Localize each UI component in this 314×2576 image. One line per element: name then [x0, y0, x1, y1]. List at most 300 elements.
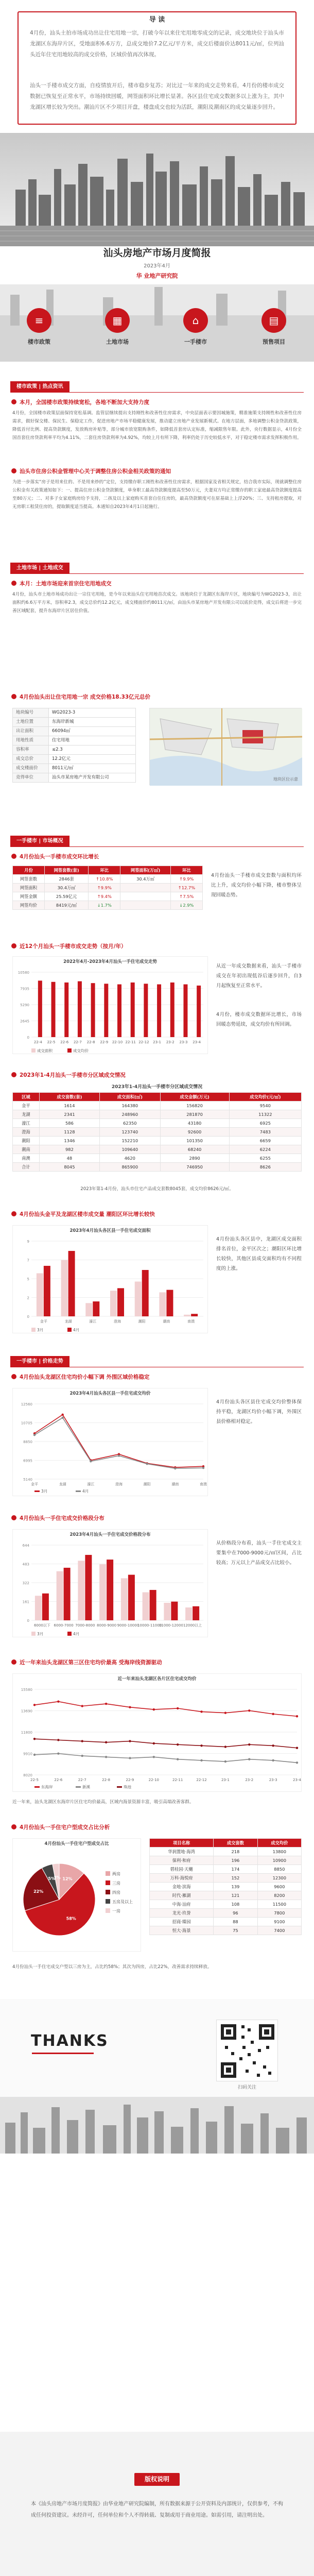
bar	[38, 980, 42, 1037]
price-band-chart	[12, 1529, 208, 1637]
category-presale[interactable]	[235, 284, 313, 362]
section-header-land	[10, 562, 304, 574]
legend-swatch	[67, 1328, 72, 1332]
data-point	[61, 1414, 63, 1416]
section-header-price	[10, 1355, 304, 1367]
table-header: 成交套数(套)	[39, 1093, 99, 1101]
bar	[164, 1603, 170, 1620]
bar	[143, 1592, 149, 1620]
table-key: 成交楼面价	[13, 764, 49, 773]
x-tick-label: 22-8	[86, 1040, 95, 1044]
table-cell: ↑10.8%	[89, 875, 120, 884]
table-cell: ↑9.4%	[89, 892, 120, 901]
y-tick-label: 2	[27, 1296, 29, 1300]
data-point	[129, 1706, 131, 1708]
chart-title: 2023年4月汕头一手住宅成交价格段分布	[69, 1532, 151, 1537]
bar	[61, 1260, 68, 1316]
copyright-heading	[0, 2473, 314, 2486]
table-row	[150, 1856, 302, 1865]
table-cell: 合计	[13, 1163, 40, 1172]
data-point	[200, 1710, 202, 1713]
table-cell: ↑9.9%	[89, 884, 120, 892]
table-cell: 11500	[257, 1900, 301, 1909]
category-land[interactable]	[78, 284, 156, 362]
table-cell: 121	[214, 1891, 257, 1900]
table-cell: 2890	[160, 1154, 229, 1163]
series-line	[34, 1754, 297, 1763]
bar	[131, 982, 135, 1037]
trend-note-1: 从近一年成交数据来看，汕头一手楼市成交在年初出现低谷后逐步回升，自3月起恢复至正常水平。	[216, 963, 302, 989]
slice-label: 3%	[54, 1875, 61, 1880]
table-value: ≤2.3	[49, 745, 136, 755]
district-volume-svg	[13, 1226, 208, 1334]
data-point	[202, 1467, 204, 1469]
table-cell: 中海·汕府	[150, 1900, 214, 1909]
city-skyline-banner	[0, 133, 314, 246]
x-tick-label: 濠江	[89, 1319, 97, 1324]
table-cell: 164380	[100, 1101, 160, 1110]
data-point	[129, 1757, 131, 1759]
x-tick-label: 9000-10000	[117, 1623, 139, 1628]
legend-label: 4月	[73, 1328, 80, 1332]
x-tick-label: 11000-12000	[159, 1623, 183, 1628]
x-tick-label: 23-3	[269, 1778, 277, 1782]
table-cell: 43180	[160, 1119, 229, 1128]
x-tick-label: 潮阳	[143, 1482, 151, 1486]
y-tick-label: 161	[22, 1600, 29, 1604]
table-row	[13, 773, 136, 783]
table-cell: 9600	[257, 1883, 301, 1891]
data-point	[118, 1454, 120, 1456]
x-tick-label: 22-11	[125, 1040, 136, 1044]
bar	[51, 982, 56, 1037]
table-cell: 101350	[160, 1137, 229, 1145]
land-text-1: 4月份，汕头市土地市场成功出让一宗住宅用地，是今年以来汕头住宅用地首次成交。该地块位于龙湖区东海岸片区，地块编号为WG2023-3，出让面积约6.6万平方米，容积率2.3，成交总价约12.2亿元，成交楼面价约8011元/㎡，由汕头市某房地产开发有限公司以底价竞得，成交后将进一步完善区域配套，提升东海岸片区居住价值。	[12, 592, 302, 614]
bar	[191, 1314, 198, 1316]
table-cell: 8200	[257, 1891, 301, 1900]
chart-title: 近一年来汕头龙湖区各片区住宅成交均价	[117, 1676, 197, 1682]
table-value: WG2023-3	[49, 708, 136, 718]
table-cell: 金平	[13, 1101, 40, 1110]
table-key: 竞得单位	[13, 773, 49, 783]
table-cell: 92600	[160, 1128, 229, 1137]
section-tag: 一手楼市 | 市场概况	[10, 836, 69, 847]
data-point	[33, 1434, 36, 1436]
land-detail-title: 4月份汕头出让住宅用地一宗 成交价格18.33亿元总价	[11, 693, 150, 701]
bar	[121, 1578, 128, 1620]
x-tick-label: 6000以下	[33, 1623, 50, 1628]
legend-label: 三房	[112, 1881, 120, 1886]
legend-label: 五房及以上	[112, 1900, 133, 1904]
table-cell: 248960	[100, 1110, 160, 1119]
copyright-footer	[0, 2432, 314, 2576]
bar	[170, 982, 175, 1037]
bar	[107, 1560, 113, 1620]
table-cell: 865900	[100, 1163, 160, 1172]
table-header: 网签面积(万㎡)	[120, 866, 170, 875]
table-cell: 12300	[257, 1874, 301, 1883]
category-label: 预售项目	[263, 338, 285, 345]
district-price-svg	[13, 1388, 208, 1497]
district-table-note: 2023年第1-4月份，汕头市住宅产品成交套数8045套，成交均价8626元/㎡。	[80, 1187, 234, 1192]
legend-swatch	[106, 1890, 110, 1894]
y-tick-label: 8020	[23, 1773, 32, 1777]
table-cell: ↑12.7%	[170, 884, 202, 892]
table-row	[13, 1110, 302, 1119]
chart-title: 2023年4月汕头各区县一手住宅成交均价	[69, 1391, 151, 1396]
report-date: 2023年4月	[144, 263, 170, 269]
ranking-subtitle: 近一年来汕头龙湖区第三区住宅均价最高 受海岸线资源驱动	[11, 1659, 162, 1667]
bar	[64, 982, 68, 1037]
legend-swatch	[34, 1490, 40, 1492]
x-tick-label: 龙湖	[59, 1482, 66, 1486]
price-subtitle-2: 4月份汕头一手住宅成交价格段分布	[11, 1515, 104, 1522]
table-row	[13, 755, 136, 764]
bar	[68, 1251, 75, 1316]
category-new-home[interactable]	[156, 284, 235, 362]
table-row	[13, 1154, 302, 1163]
x-tick-label: 22-11	[172, 1778, 183, 1782]
district-price-note: 4月份汕头各区县住宅成交均价整体保持平稳，龙湖区均价小幅下调，外围区县价格相对稳定。	[216, 1399, 302, 1425]
bar	[35, 1596, 42, 1620]
table-cell: 11322	[229, 1110, 301, 1119]
thanks-block	[0, 1999, 314, 2154]
table-cell: 碧桂园·天樾	[150, 1865, 214, 1874]
bar	[142, 1270, 149, 1316]
data-point	[248, 1709, 250, 1711]
y-tick-label: 0	[27, 1619, 29, 1623]
table-row	[150, 1848, 302, 1856]
table-cell: 6925	[229, 1119, 301, 1128]
table-cell: 濠江	[13, 1119, 40, 1128]
table-value: 66094㎡	[49, 727, 136, 736]
y-tick-label: 8850	[23, 1440, 32, 1444]
data-point	[81, 1740, 83, 1742]
table-cell: 1128	[39, 1128, 99, 1137]
table-cell: 金地·滨海	[150, 1883, 214, 1891]
table-row	[13, 892, 203, 901]
table-cell: 8850	[257, 1865, 301, 1874]
table-cell: 6659	[229, 1137, 301, 1145]
section-tag: 楼市政策 | 热点资讯	[10, 381, 69, 393]
qr-graphic	[217, 2020, 278, 2082]
table-row	[13, 1137, 302, 1145]
x-tick-label: 22-7	[73, 1040, 82, 1044]
section-header-new-home	[10, 835, 304, 847]
price-subtitle-1: 4月份汕头龙湖区住宅均价小幅下调 外围区域价格稳定	[11, 1374, 149, 1381]
bar	[44, 1266, 50, 1316]
x-tick-label: 22-4	[33, 1040, 42, 1044]
data-point	[105, 1741, 107, 1743]
table-value: 12.2亿元	[49, 755, 136, 764]
bar	[117, 985, 121, 1037]
x-tick-label: 23-1	[153, 1040, 162, 1044]
x-tick-label: 22-9	[126, 1778, 134, 1782]
table-row	[13, 884, 203, 892]
district-table-title: 2023年1-4月汕头一手楼市分区域成交情况	[111, 1084, 203, 1090]
y-tick-label: 15580	[21, 1688, 32, 1692]
table-key: 出让面积	[13, 727, 49, 736]
y-tick-label: 12560	[21, 1402, 32, 1406]
data-point	[105, 1756, 107, 1758]
new-home-summary-table	[12, 866, 203, 910]
legend-label: 3月	[37, 1632, 44, 1636]
skyline-image	[0, 133, 314, 246]
table-cell: 62350	[100, 1119, 160, 1128]
table-cell: 48	[39, 1154, 99, 1163]
y-tick-label: 0	[27, 1315, 29, 1319]
data-point	[57, 1753, 59, 1755]
table-cell: 139	[214, 1883, 257, 1891]
x-tick-label: 12000以上	[183, 1623, 202, 1628]
price-band-svg	[13, 1530, 208, 1638]
table-row	[13, 764, 136, 773]
category-policy[interactable]	[0, 284, 78, 362]
table-cell: 586	[39, 1119, 99, 1128]
table-cell: 1614	[39, 1101, 99, 1110]
data-point	[177, 1707, 179, 1709]
table-cell: 8419元/㎡	[44, 901, 88, 910]
section-header-policy	[10, 380, 304, 393]
table-cell	[120, 892, 170, 901]
category-label: 楼市政策	[28, 338, 50, 345]
policy-subtitle-1: 本月，全国楼市政策持续宽松，各地不断加大支持力度	[11, 399, 149, 406]
table-header: 成交均价	[257, 1839, 301, 1848]
product-subtitle: 4月份汕头一手住宅户型成交占比分析	[11, 1824, 110, 1832]
data-point	[61, 1417, 63, 1419]
table-header: 项目名称	[150, 1839, 214, 1848]
table-cell: 4620	[100, 1154, 160, 1163]
table-cell: 13800	[257, 1848, 301, 1856]
x-tick-label: 6000-7000	[54, 1623, 74, 1628]
legend-label: 两房	[112, 1872, 120, 1876]
x-tick-label: 金平	[31, 1482, 38, 1486]
new-home-subtitle-3: 2023年1-4月汕头一手楼市分区域成交情况	[11, 1072, 126, 1079]
district-price-chart	[12, 1388, 208, 1496]
data-point	[33, 1704, 36, 1706]
table-cell: 潮南	[13, 1145, 40, 1154]
y-tick-label: 11800	[21, 1731, 32, 1735]
table-cell: 澄海	[13, 1128, 40, 1137]
table-cell: 152	[214, 1874, 257, 1883]
table-key: 容积率	[13, 745, 49, 755]
table-header: 成交套数	[214, 1839, 257, 1848]
table-cell: 88	[214, 1918, 257, 1926]
bar	[37, 1273, 43, 1316]
table-cell: 982	[39, 1145, 99, 1154]
data-point	[272, 1744, 274, 1747]
land-icon: ▦	[105, 308, 130, 333]
y-tick-label: 7935	[20, 987, 29, 991]
table-value: 8011元/㎡	[49, 764, 136, 773]
table-cell: 招商·臻园	[150, 1918, 214, 1926]
table-row	[150, 1883, 302, 1891]
bar	[78, 981, 82, 1037]
legend-label: 4月	[73, 1632, 80, 1636]
table-header: 环比	[89, 866, 120, 875]
x-tick-label: 8000-9000	[97, 1623, 117, 1628]
x-tick-label: 潮南	[163, 1319, 170, 1324]
thanks-text: THANKS	[31, 2032, 109, 2050]
bar	[104, 984, 108, 1037]
intro-paragraph-1: 4月份，汕头土拍市场成功出让住宅用地一宗，打破今年以来住宅用地零成交的记录，成交地块位于汕头市龙湖区东海岸片区，受地面积6.6万方，总成交地价7.2亿元/平方米，成交后楼面价达8011元/㎡，位列汕头近年住宅用地较高的成交价格，区域价值再次体现。	[30, 30, 284, 58]
district-subtitle: 4月份汕头金平及龙湖区楼市成交量 潮阳区环比增长较快	[11, 1211, 155, 1218]
x-tick-label: 22-5	[47, 1040, 56, 1044]
bar	[185, 1607, 192, 1620]
bar	[117, 1288, 124, 1316]
product-note: 4月份汕头一手住宅成交户型以三房为主，占比约58%；其次为四房，占比22%，改善需求持续释放。	[12, 1964, 212, 1970]
x-tick-label: 南澳	[200, 1482, 207, 1486]
x-tick-label: 22-10	[112, 1040, 123, 1044]
intro-box	[18, 11, 296, 125]
legend-swatch	[67, 1048, 72, 1053]
bar	[57, 1571, 63, 1620]
data-point	[248, 1758, 250, 1760]
legend-swatch	[106, 1899, 110, 1904]
data-point	[90, 1460, 92, 1462]
x-tick-label: 濠江	[87, 1482, 95, 1486]
table-cell: 2341	[39, 1110, 99, 1119]
series-line	[34, 1702, 297, 1717]
bar	[99, 1564, 106, 1620]
y-tick-label: 9	[27, 1240, 29, 1244]
project-ranking-table	[149, 1838, 302, 1935]
data-point	[174, 1467, 176, 1469]
x-tick-label: 金平	[40, 1319, 47, 1324]
monthly-trend-chart	[12, 956, 208, 1054]
table-cell	[120, 884, 170, 892]
x-tick-label: 澄海	[114, 1319, 121, 1324]
table-cell: 龙光·玖誉	[150, 1909, 214, 1918]
x-tick-label: 7000-8000	[75, 1623, 95, 1628]
table-header: 成交金额(万元)	[160, 1093, 229, 1101]
new-home-subtitle-1: 4月份汕头一手楼市成交环比增长	[11, 853, 99, 861]
x-tick-label: 23-2	[166, 1040, 175, 1044]
table-cell: ↑7.5%	[170, 892, 202, 901]
x-tick-label: 龙湖	[64, 1319, 72, 1324]
monthly-trend-svg	[13, 957, 208, 1055]
table-cell: 华润置地·海湾	[150, 1848, 214, 1856]
x-tick-label: 22-12	[138, 1040, 149, 1044]
bar	[183, 985, 187, 1037]
unit-type-pie-chart	[12, 1838, 141, 1952]
table-value: 住宅用地	[49, 736, 136, 745]
legend-label: 新溪	[82, 1785, 90, 1789]
table-row	[150, 1891, 302, 1900]
y-tick-label: 0	[27, 1036, 29, 1040]
series-line	[34, 1739, 297, 1748]
table-cell: 万科·海悦府	[150, 1874, 214, 1883]
table-row	[13, 1119, 302, 1128]
policy-subtitle-2: 汕头市住房公积金管理中心关于调整住房公积金相关政策的通知	[11, 468, 171, 476]
data-point	[153, 1708, 155, 1710]
data-point	[57, 1739, 59, 1741]
bar	[144, 984, 148, 1037]
legend-swatch	[31, 1048, 36, 1053]
table-cell: 6224	[229, 1145, 301, 1154]
table-row	[13, 1128, 302, 1137]
x-tick-label: 22-12	[196, 1778, 207, 1782]
table-row	[150, 1874, 302, 1883]
data-point	[146, 1463, 148, 1465]
category-label: 一手楼市	[184, 338, 207, 345]
intro-title: 导 读	[149, 16, 165, 24]
presale-icon: ▤	[261, 308, 286, 333]
report-title: 汕头房地产市场月度简报	[103, 247, 211, 259]
copyright-title: 版权说明	[134, 2473, 180, 2486]
area-price-svg	[13, 1674, 302, 1792]
series-line	[34, 1418, 203, 1468]
section-tag: 土地市场 | 土地成交	[10, 563, 69, 574]
legend-label: 成交均价	[73, 1048, 89, 1053]
legend-swatch	[34, 1786, 40, 1788]
ranking-note: 近一年来，汕头龙湖区东海岸片区住宅均价最高，区域内海景资源丰富，吸引高端改善客群。	[12, 1800, 194, 1805]
map-graphic	[150, 708, 302, 786]
category-bar	[0, 284, 314, 362]
table-cell: 10900	[257, 1856, 301, 1865]
data-point	[296, 1747, 298, 1749]
bar	[78, 1561, 84, 1620]
data-point	[153, 1742, 155, 1744]
table-row	[13, 718, 136, 727]
x-tick-label: 23-3	[179, 1040, 188, 1044]
table-row	[150, 1909, 302, 1918]
footer-skyline	[0, 2097, 314, 2154]
table-row	[13, 1163, 302, 1172]
legend-label: 3月	[37, 1328, 44, 1332]
data-point	[224, 1760, 226, 1762]
data-point	[224, 1745, 226, 1748]
table-header: 成交均价(元/㎡)	[229, 1093, 301, 1101]
chart-title: 2023年4月汕头各区县一手住宅成交面积	[69, 1228, 151, 1233]
table-row	[13, 1101, 302, 1110]
district-volume-note: 4月份汕头各区县中，龙湖区成交面积排名首位，金平区次之；潮阳区环比增长较快，其他区县成交面积均有不同程度的上涨。	[216, 1236, 302, 1272]
legend-swatch	[76, 1786, 81, 1788]
legend-swatch	[67, 1632, 72, 1636]
bar	[184, 1315, 190, 1316]
policy-icon: ≡	[27, 308, 51, 333]
data-point	[105, 1703, 107, 1705]
legend-label: 东海岸	[41, 1785, 53, 1789]
table-cell: 2846套	[44, 875, 88, 884]
data-point	[177, 1758, 179, 1760]
x-tick-label: 南澳	[187, 1319, 195, 1324]
y-tick-label: 5	[27, 1277, 29, 1281]
bar	[64, 1568, 71, 1620]
x-tick-label: 10000-11000	[137, 1623, 162, 1628]
table-cell: 96	[214, 1909, 257, 1918]
y-tick-label: 2645	[20, 1019, 29, 1024]
table-cell: 网签套数	[13, 875, 45, 884]
table-cell: 218	[214, 1848, 257, 1856]
area-price-chart	[12, 1673, 302, 1792]
table-cell: 9540	[229, 1101, 301, 1110]
policy-text-2: 为进一步落实“房子是用来住的、不是用来炒的”定位，支持缴存职工刚性和改善性住房需求，根据国家及省相关规定，结合我市实际，现就调整住房公积金有关政策通知如下：一、提高住房公积金贷款额度，单身职工最高贷款额度提高至50万元，夫妻双方均正常缴存的职工家庭最高贷款额度提高至80万元；二、对多子女家庭购房给予支持，二孩及以上家庭购买首套自住住房的，最高贷款额度可在原基础上上浮20%；三、支持租房提取，对无房职工租赁住房的，提取额度适当提高。本通知自2023年4月1日起施行。	[12, 480, 302, 510]
table-key: 土地位置	[13, 718, 49, 727]
report-brand: 华 业地产研究院	[136, 273, 178, 279]
data-point	[248, 1743, 250, 1745]
table-header: 成交面积(㎡)	[100, 1093, 160, 1101]
table-cell: 152210	[100, 1137, 160, 1145]
table-header: 月份	[13, 866, 45, 875]
table-cell: ↓2.9%	[170, 901, 202, 910]
data-point	[200, 1744, 202, 1747]
table-cell: 746950	[160, 1163, 229, 1172]
table-cell: 108	[214, 1900, 257, 1909]
table-row	[13, 708, 136, 718]
table-cell: 30.4万㎡	[120, 875, 170, 884]
qr-code-icon[interactable]	[216, 2020, 278, 2081]
